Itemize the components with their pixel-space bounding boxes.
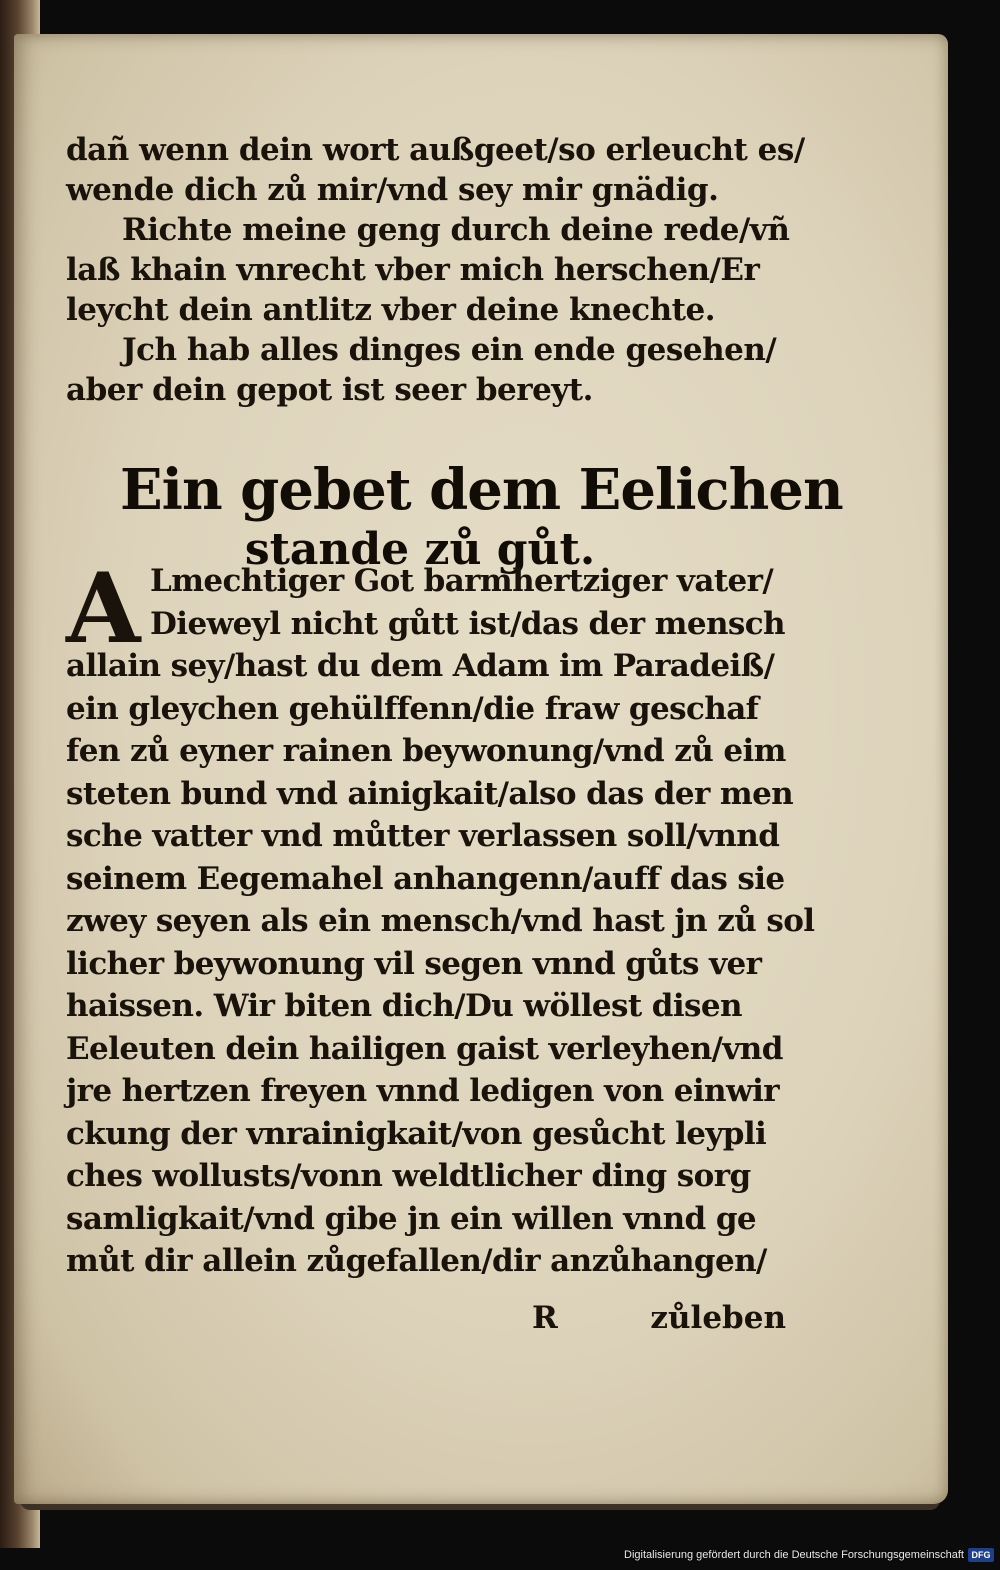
text-line: seinem Eegemahel anhangenn/auff das sie bbox=[66, 860, 785, 897]
heading-line-2: stande zů gůt. bbox=[244, 524, 596, 575]
text-line: aber dein gepot ist seer bereyt. bbox=[66, 372, 593, 408]
text-line: licher beywonung vil segen vnnd gůts ver bbox=[66, 945, 762, 982]
text-line: wende dich zů mir/vnd sey mir gnädig. bbox=[66, 172, 719, 208]
text-line: Dieweyl nicht gůtt ist/das der mensch bbox=[150, 605, 785, 642]
text-line: laß khain vnrecht vber mich herschen/Er bbox=[66, 252, 760, 288]
text-line: můt dir allein zůgefallen/dir anzůhangen/ bbox=[66, 1243, 767, 1279]
text-line: samligkait/vnd gibe jn ein willen vnnd ge bbox=[66, 1200, 757, 1237]
digitization-credit: Digitalisierung gefördert durch die Deutsche Forschungsgemeinschaft bbox=[624, 1549, 964, 1561]
text-line: ckung der vnrainigkait/von gesůcht leypli bbox=[66, 1115, 767, 1152]
text-line: haissen. Wir biten dich/Du wöllest disen bbox=[66, 988, 742, 1024]
text-line: ches wollusts/vonn weldtlicher ding sorg bbox=[66, 1158, 751, 1194]
heading-line-1: Ein gebet dem Eelichen bbox=[120, 457, 843, 523]
prayer-text-block bbox=[66, 552, 815, 1283]
text-line: fen zů eyner rainen beywonung/vnd zů eim bbox=[66, 733, 786, 769]
dfg-logo-icon: DFG bbox=[968, 1548, 994, 1562]
text-line: ein gleychen gehülffenn/die fraw geschaf bbox=[66, 690, 759, 727]
text-line: Eeleuten dein hailigen gaist verleyhen/vnd bbox=[66, 1030, 783, 1067]
page-footer bbox=[66, 1300, 796, 1344]
top-text-block bbox=[66, 130, 805, 410]
text-line: Lmechtiger Got barmhertziger vater/ bbox=[150, 563, 774, 599]
signature-mark: R bbox=[532, 1300, 558, 1336]
text-line: steten bund vnd ainigkait/also das der men bbox=[66, 775, 794, 812]
text-line: Jch hab alles dinges ein ende gesehen/ bbox=[122, 332, 777, 368]
text-line: zwey seyen als ein mensch/vnd hast jn zů sol bbox=[66, 903, 815, 939]
text-line: Richte meine geng durch deine rede/vñ bbox=[122, 212, 790, 248]
drop-cap-initial: A bbox=[66, 552, 141, 665]
text-line: sche vatter vnd můtter verlassen soll/vnnd bbox=[66, 818, 780, 854]
text-line: leycht dein antlitz vber deine knechte. bbox=[66, 292, 716, 328]
text-line: jre hertzen freyen vnnd ledigen von einwir bbox=[66, 1073, 779, 1109]
catchword: zůleben bbox=[650, 1300, 786, 1336]
text-line: dañ wenn dein wort außgeet/so erleucht es/ bbox=[66, 132, 805, 168]
text-line: allain sey/hast du dem Adam im Paradeiß/ bbox=[66, 648, 775, 684]
